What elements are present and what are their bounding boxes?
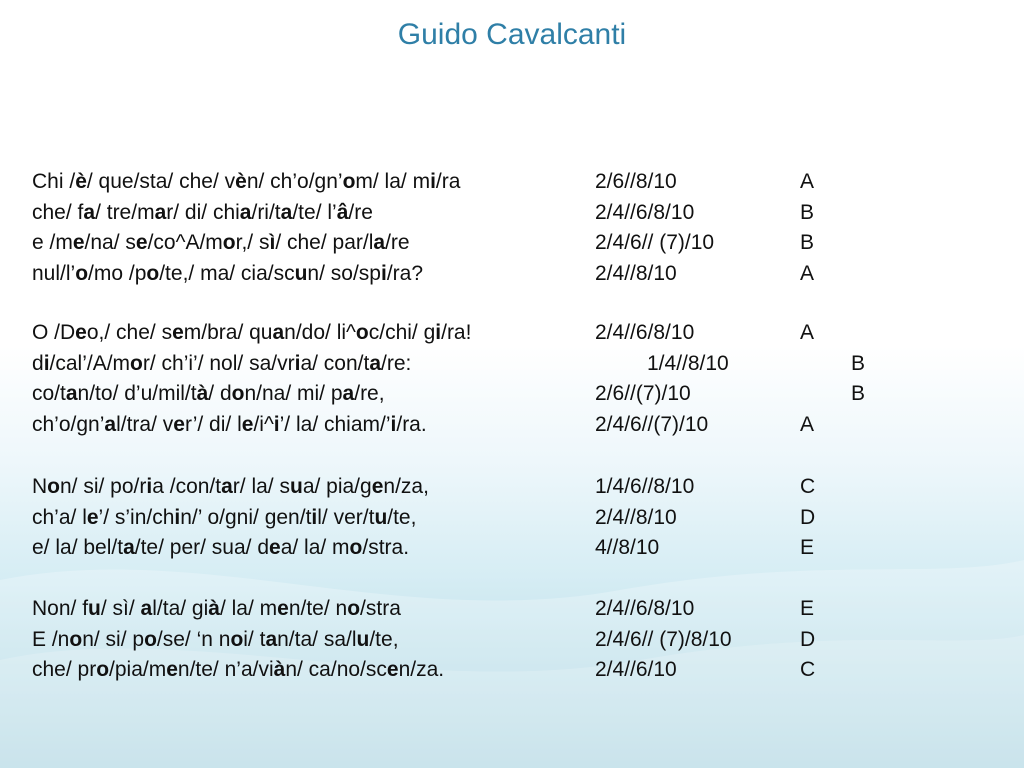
stressed-syllable: e <box>72 231 85 254</box>
stressed-syllable: a <box>265 627 278 651</box>
verse-segment: /i^ <box>253 412 274 436</box>
stressed-syllable: i <box>43 351 50 375</box>
verse-segment: m/ la/ m <box>355 170 431 193</box>
stanza-4 <box>32 594 992 686</box>
verse-segment: /ra <box>435 170 461 193</box>
verse-segment: d <box>32 351 44 375</box>
verse-segment: a/ con/t <box>300 351 370 375</box>
poem-line <box>32 594 992 625</box>
verse-segment: /ra. <box>396 412 427 436</box>
verse-segment: /na/ s <box>84 231 136 254</box>
rhyme-letter: E <box>800 597 815 620</box>
stressed-syllable: e <box>371 475 384 498</box>
verse-text <box>32 625 399 656</box>
meter-scheme: 2/4/6// (7)/8/10 <box>595 627 732 651</box>
stressed-syllable: i <box>390 412 397 436</box>
verse-segment: ’/ la/ chiam/’ <box>279 412 391 436</box>
verse-segment: ch’a/ l <box>32 505 87 529</box>
verse-segment: i/ t <box>243 627 266 651</box>
verse-segment: e/ la/ bel/t <box>32 536 124 559</box>
stressed-syllable: a <box>83 200 96 224</box>
verse-segment: n/te/ n <box>288 597 348 620</box>
verse-segment: a /con/t <box>152 475 222 498</box>
verse-segment: c/chi/ g <box>368 321 436 344</box>
verse-segment: /mo /p <box>88 261 147 285</box>
stressed-syllable: è <box>235 170 247 193</box>
rhyme-letter: C <box>800 658 816 681</box>
meter-scheme: 4//8/10 <box>595 536 660 559</box>
verse-segment: / sì/ <box>100 597 141 620</box>
stressed-syllable: i <box>273 412 280 436</box>
meter-scheme: 2/4/6// (7)/10 <box>595 231 715 254</box>
verse-segment: a/ la/ m <box>280 536 350 559</box>
verse-segment: /stra <box>360 597 401 620</box>
stressed-syllable: a <box>123 536 135 559</box>
poem-line <box>32 379 992 410</box>
stressed-syllable: e <box>75 321 87 344</box>
stressed-syllable: e <box>277 597 289 620</box>
verse-segment: o,/ che/ s <box>86 321 173 344</box>
verse-segment: r’/ di/ l <box>184 412 242 436</box>
verse-text <box>32 410 427 441</box>
verse-segment: /te, <box>369 627 399 651</box>
stressed-syllable: o <box>230 627 244 651</box>
stressed-syllable: i <box>311 505 318 529</box>
stressed-syllable: o <box>47 475 60 498</box>
meter-scheme: 2/4//6/8/10 <box>595 321 695 344</box>
verse-text <box>32 655 444 686</box>
stressed-syllable: i <box>174 505 181 529</box>
stressed-syllable: ì <box>269 231 276 254</box>
verse-text <box>32 228 410 259</box>
stanza-2 <box>32 318 992 440</box>
stressed-syllable: o <box>347 597 361 620</box>
verse-segment: nul/l’ <box>32 261 76 285</box>
verse-text <box>32 594 401 625</box>
verse-segment: N <box>32 475 48 498</box>
stressed-syllable: e <box>135 231 148 254</box>
stressed-syllable: e <box>86 505 99 529</box>
stressed-syllable: a <box>342 382 355 405</box>
verse-segment: n/ta/ sa/l <box>277 627 357 651</box>
verse-segment: che/ pr <box>32 658 97 681</box>
meter-scheme: 2/4//8/10 <box>595 505 677 529</box>
verse-text <box>32 167 460 198</box>
verse-segment: / d <box>208 382 232 405</box>
verse-segment: n/do/ li^ <box>284 321 356 344</box>
stressed-syllable: u <box>374 505 388 529</box>
stressed-syllable: à <box>196 382 209 405</box>
stressed-syllable: a <box>65 382 78 405</box>
stressed-syllable: i <box>294 351 301 375</box>
verse-segment: r/ ch’i’/ nol/ sa/vr <box>142 351 295 375</box>
verse-segment: / la/ m <box>219 597 278 620</box>
rhyme-letter: B <box>851 351 866 375</box>
stressed-syllable: e <box>166 658 178 681</box>
verse-segment: /te, <box>387 505 417 529</box>
verse-text <box>32 349 411 380</box>
verse-text <box>32 533 409 564</box>
stressed-syllable: i <box>146 475 153 498</box>
verse-segment: n/za. <box>398 658 445 681</box>
rhyme-letter: E <box>800 536 815 559</box>
verse-segment: /re: <box>381 351 412 375</box>
stressed-syllable: o <box>349 536 363 559</box>
verse-segment: r,/ s <box>235 231 270 254</box>
stressed-syllable: o <box>144 627 157 651</box>
stressed-syllable: o <box>342 170 356 193</box>
verse-segment: /stra. <box>362 536 410 559</box>
meter-scheme: 2/6//8/10 <box>595 170 677 193</box>
verse-segment: /ra! <box>441 321 472 344</box>
stressed-syllable: a <box>140 597 153 620</box>
stressed-syllable: o <box>75 261 89 285</box>
verse-segment: l/tra/ v <box>116 412 174 436</box>
rhyme-letter: B <box>851 382 866 405</box>
verse-segment: /ri/t <box>251 200 281 224</box>
rhyme-letter: A <box>800 261 815 285</box>
stressed-syllable: e <box>386 658 399 681</box>
rhyme-letter: D <box>800 627 816 651</box>
meter-scheme: 2/4//6/8/10 <box>595 200 695 224</box>
verse-segment: / que/sta/ che/ v <box>86 170 236 193</box>
stressed-syllable: a <box>272 321 285 344</box>
verse-segment: / tre/m <box>95 200 155 224</box>
stressed-syllable: è <box>75 170 87 193</box>
verse-segment: /te,/ ma/ cia/sc <box>159 261 295 285</box>
verse-segment: r/ la/ s <box>232 475 290 498</box>
stressed-syllable: a <box>221 475 233 498</box>
rhyme-letter: A <box>800 321 815 344</box>
verse-segment: E /n <box>32 627 70 651</box>
verse-text <box>32 259 423 290</box>
verse-segment: che/ f <box>32 200 84 224</box>
stressed-syllable: a <box>373 231 386 254</box>
meter-scheme: 2/4/6//(7)/10 <box>595 412 709 436</box>
stanza-1 <box>32 167 992 289</box>
verse-segment: l/ ver/t <box>317 505 375 529</box>
poem-line <box>32 349 992 380</box>
verse-text <box>32 318 471 349</box>
verse-segment: n/ so/sp <box>307 261 381 285</box>
verse-segment: Non/ f <box>32 597 89 620</box>
meter-scheme: 2/4//6/8/10 <box>595 597 695 620</box>
stressed-syllable: o <box>231 382 245 405</box>
verse-segment: n/za, <box>383 475 429 498</box>
stressed-syllable: e <box>172 321 184 344</box>
stressed-syllable: a <box>369 351 382 375</box>
stressed-syllable: o <box>222 231 236 254</box>
verse-segment: r/ di/ chi <box>166 200 240 224</box>
meter-scheme: 2/6//(7)/10 <box>595 382 691 405</box>
verse-text <box>32 503 416 534</box>
verse-segment: a/ pia/g <box>302 475 372 498</box>
poem-line <box>32 533 992 564</box>
verse-segment: ch’o/gn’ <box>32 412 105 436</box>
poem-line <box>32 410 992 441</box>
poem-line <box>32 472 992 503</box>
meter-scheme: 1/4//8/10 <box>647 351 729 375</box>
stressed-syllable: à <box>208 597 220 620</box>
stressed-syllable: o <box>130 351 143 375</box>
verse-segment: n/ si/ p <box>82 627 145 651</box>
verse-segment: /te/ per/ sua/ d <box>134 536 269 559</box>
verse-segment: n/na/ mi/ p <box>244 382 343 405</box>
verse-segment: n/’ o/gni/ gen/t <box>180 505 312 529</box>
stressed-syllable: a <box>280 200 293 224</box>
verse-segment: O /D <box>32 321 76 344</box>
verse-segment: / che/ par/l <box>275 231 374 254</box>
stressed-syllable: o <box>146 261 160 285</box>
stressed-syllable: a <box>104 412 117 436</box>
stressed-syllable: u <box>88 597 101 620</box>
poem-line <box>32 318 992 349</box>
stressed-syllable: a <box>154 200 167 224</box>
verse-text <box>32 198 373 229</box>
verse-segment: /ra? <box>386 261 423 285</box>
slide-title: Guido Cavalcanti <box>397 18 627 51</box>
verse-segment: m/bra/ qu <box>183 321 273 344</box>
verse-segment: n/to/ d’u/mil/t <box>77 382 197 405</box>
stressed-syllable: e <box>269 536 281 559</box>
stressed-syllable: i <box>380 261 387 285</box>
rhyme-letter: B <box>800 200 815 224</box>
poem-line <box>32 503 992 534</box>
stressed-syllable: i <box>435 321 442 344</box>
verse-segment: n/ ch’o/gn’ <box>246 170 343 193</box>
stressed-syllable: e <box>173 412 185 436</box>
verse-text <box>32 472 429 503</box>
poem-line <box>32 167 992 198</box>
rhyme-letter: C <box>800 475 816 498</box>
stressed-syllable: a <box>239 200 252 224</box>
verse-segment: /se/ ‘n n <box>156 627 231 651</box>
verse-segment: e /m <box>32 231 73 254</box>
poem-line <box>32 228 992 259</box>
rhyme-letter: A <box>800 170 815 193</box>
verse-segment: /re <box>348 200 373 224</box>
stressed-syllable: u <box>289 475 303 498</box>
rhyme-letter: B <box>800 231 815 254</box>
verse-segment: /re <box>385 231 410 254</box>
stressed-syllable: â <box>336 200 349 224</box>
stressed-syllable: o <box>355 321 369 344</box>
stanza-3 <box>32 472 992 564</box>
verse-segment: /re, <box>354 382 385 405</box>
verse-segment: /co^A/m <box>147 231 223 254</box>
verse-text <box>32 379 385 410</box>
stressed-syllable: o <box>96 658 110 681</box>
verse-segment: /pia/m <box>109 658 167 681</box>
poem-line <box>32 655 992 686</box>
verse-segment: n/ ca/no/sc <box>285 658 387 681</box>
rhyme-letter: D <box>800 505 816 529</box>
verse-segment: /cal’/A/m <box>49 351 131 375</box>
verse-segment: n/te/ n’a/vi <box>177 658 274 681</box>
stressed-syllable: à <box>273 658 286 681</box>
poem-line <box>32 259 992 290</box>
verse-segment: l/ta/ gi <box>152 597 209 620</box>
meter-scheme: 2/4//8/10 <box>595 261 677 285</box>
poem-line <box>32 198 992 229</box>
stressed-syllable: i <box>430 170 436 193</box>
verse-segment: ’/ s’in/ch <box>98 505 175 529</box>
stressed-syllable: o <box>69 627 83 651</box>
verse-segment: co/t <box>32 382 66 405</box>
verse-segment: Chi / <box>32 170 76 193</box>
poem-line <box>32 625 992 656</box>
rhyme-letter: A <box>800 412 815 436</box>
stressed-syllable: u <box>356 627 370 651</box>
meter-scheme: 2/4//6/10 <box>595 658 677 681</box>
stressed-syllable: u <box>294 261 308 285</box>
verse-segment: n/ si/ po/r <box>60 475 147 498</box>
stressed-syllable: e <box>241 412 254 436</box>
meter-scheme: 1/4/6//8/10 <box>595 475 695 498</box>
verse-segment: /te/ l’ <box>292 200 337 224</box>
